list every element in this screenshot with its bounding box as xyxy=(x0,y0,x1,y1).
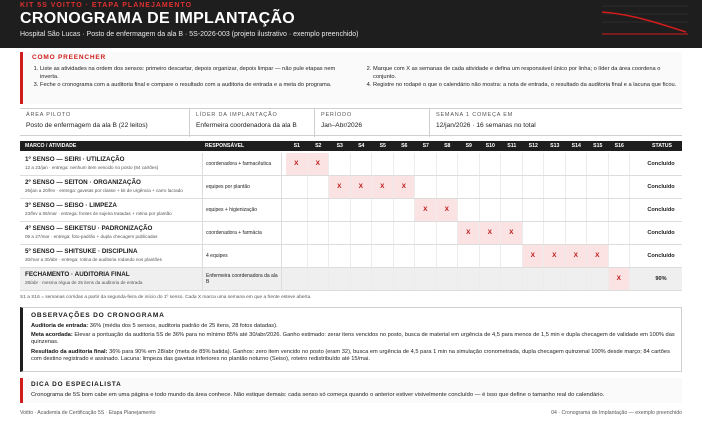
week-cell xyxy=(308,176,330,198)
activity-responsible: coordenadora + farmácia xyxy=(202,222,282,244)
observations-box xyxy=(20,307,682,372)
activity-detail: 09 a 27/mar · entrega: foto-padrão + dupla checagem publicadas xyxy=(25,234,158,239)
obs-final-label: Resultado da auditoria final: xyxy=(31,349,108,355)
week-cell xyxy=(587,176,609,198)
week-cell xyxy=(372,222,394,244)
week-cell xyxy=(480,153,502,175)
how-to-step-4: 4. Registre no rodapé o que o calendário não mostra: a nota de entrada, o resultado da auditoria final e a lacuna que ficou. xyxy=(373,82,679,90)
week-cell xyxy=(501,176,523,198)
activity-title: 5º SENSO — SHITSUKE · DISCIPLINA xyxy=(25,248,138,255)
week-cell xyxy=(523,199,545,221)
project-info-bar xyxy=(20,108,682,136)
week-mark: X xyxy=(415,199,437,221)
week-cell xyxy=(587,222,609,244)
week-cell xyxy=(587,153,609,175)
week-cell xyxy=(394,268,416,290)
how-to-step-3: 3. Feche o cronograma com a auditoria final e compare o resultado com a auditoria de entrada e a meta do programa. xyxy=(40,82,352,90)
week-cell xyxy=(566,176,588,198)
activity-status: 90% xyxy=(655,276,667,282)
week-cell xyxy=(544,222,566,244)
header-week: S2 xyxy=(315,143,322,149)
schedule-header xyxy=(20,141,682,151)
week-cell xyxy=(351,222,373,244)
header-week: S5 xyxy=(379,143,386,149)
week-mark: X xyxy=(437,199,459,221)
week-cell xyxy=(523,222,545,244)
obs-entry-audit xyxy=(31,323,675,330)
week-cell xyxy=(544,176,566,198)
week-cell xyxy=(458,199,480,221)
header-week: S12 xyxy=(528,143,538,149)
week-mark: X xyxy=(544,245,566,267)
header-week: S7 xyxy=(422,143,429,149)
page-header xyxy=(0,0,702,48)
info-area-value: Posto de enfermagem da ala B (22 leitos) xyxy=(26,122,148,129)
week-cell xyxy=(329,153,351,175)
activity-status: Concluído xyxy=(647,184,675,190)
week-cell xyxy=(437,245,459,267)
week-mark: X xyxy=(480,222,502,244)
activity-title: 1º SENSO — SEIRI · UTILIZAÇÃO xyxy=(25,156,125,163)
week-cell xyxy=(544,268,566,290)
activity-detail: 26/jan a 20/fev · entrega: gavetas por classe + kit de urgência + carro lacrado xyxy=(25,188,183,193)
week-mark: X xyxy=(523,245,545,267)
week-cell xyxy=(286,176,308,198)
week-mark: X xyxy=(286,153,308,175)
page-footer xyxy=(20,410,682,416)
week-cell xyxy=(437,153,459,175)
week-cell xyxy=(480,199,502,221)
week-cell xyxy=(587,199,609,221)
activity-title: 4º SENSO — SEIKETSU · PADRONIZAÇÃO xyxy=(25,225,153,232)
week-cell xyxy=(329,245,351,267)
obs-goal-label: Meta acordada: xyxy=(31,332,73,338)
week-mark: X xyxy=(329,176,351,198)
week-cell xyxy=(437,268,459,290)
week-cell xyxy=(458,176,480,198)
week-cell xyxy=(523,153,545,175)
header-week: S11 xyxy=(507,143,517,149)
info-start xyxy=(430,109,682,137)
header-week: S3 xyxy=(336,143,343,149)
week-cell xyxy=(351,245,373,267)
how-to-step-2: 2. Marque com X as semanas de cada atividade e defina um responsável único por linha; o líder da área coordena o conjunto. xyxy=(373,66,679,81)
week-cell xyxy=(415,245,437,267)
header-status: STATUS xyxy=(652,143,672,149)
activity-detail: 23/fev a 06/mar · entrega: fontes de sujeira tratadas + rotina por plantão xyxy=(25,211,172,216)
obs-entry-text: 36% (média dos 5 sensos, auditoria padrão de 25 itens, 28 fotos datadas). xyxy=(88,323,278,329)
week-cell xyxy=(372,153,394,175)
info-start-value: 12/jan/2026 · 16 semanas no total xyxy=(436,122,536,129)
week-cell xyxy=(458,245,480,267)
activity-responsible: coordenadora + farmacêutica xyxy=(202,153,282,175)
activity-detail: 28/abr · mesma régua de 25 itens da auditoria de entrada xyxy=(25,280,143,285)
schedule-row xyxy=(20,245,682,268)
week-cell xyxy=(458,153,480,175)
week-cell xyxy=(523,176,545,198)
week-mark: X xyxy=(501,222,523,244)
page-title: CRONOGRAMA DE IMPLANTAÇÃO xyxy=(20,10,296,27)
week-mark: X xyxy=(351,176,373,198)
week-cell xyxy=(286,268,308,290)
week-cell xyxy=(415,176,437,198)
week-cell xyxy=(394,222,416,244)
header-week: S15 xyxy=(593,143,603,149)
week-cell xyxy=(501,199,523,221)
info-area xyxy=(20,109,190,137)
week-cell xyxy=(308,268,330,290)
week-cell xyxy=(394,153,416,175)
obs-goal xyxy=(31,332,675,347)
activity-responsible: equipes + higienização xyxy=(202,199,282,221)
info-period xyxy=(315,109,430,137)
header-week: S10 xyxy=(485,143,495,149)
week-mark: X xyxy=(587,245,609,267)
schedule-row xyxy=(20,222,682,245)
week-cell xyxy=(308,222,330,244)
week-cell xyxy=(415,268,437,290)
week-cell xyxy=(415,222,437,244)
kicker: KIT 5S VOITTO · ETAPA PLANEJAMENTO xyxy=(20,2,193,9)
week-mark: X xyxy=(609,268,631,290)
week-cell xyxy=(501,153,523,175)
expert-tip-text: Cronograma de 5S bom cabe em uma página e todo mundo da área conhece. Não estique demais: cada senso só começa quando o anterior estiver visivelmente concluído — é isso que define o tamanho real do calendário. xyxy=(31,392,605,398)
week-cell xyxy=(308,199,330,221)
schedule-row xyxy=(20,268,682,291)
activity-status: Concluído xyxy=(647,253,675,259)
footer-left: Voitto · Academia de Certificação 5S · Etapa Planejamento xyxy=(20,410,156,416)
activity-responsible: Enfermeira coordenadora da ala B xyxy=(202,268,282,290)
schedule-row xyxy=(20,153,682,176)
week-mark: X xyxy=(394,176,416,198)
info-leader-value: Enfermeira coordenadora da ala B xyxy=(196,122,297,129)
week-cell xyxy=(609,199,631,221)
week-cell xyxy=(544,153,566,175)
how-to-left xyxy=(32,66,352,90)
header-week: S8 xyxy=(444,143,451,149)
header-week: S4 xyxy=(358,143,365,149)
decorative-curve-icon xyxy=(600,4,690,40)
week-cell xyxy=(286,222,308,244)
how-to-right xyxy=(365,66,679,90)
week-cell xyxy=(480,245,502,267)
week-cell xyxy=(566,153,588,175)
page-subtitle: Hospital São Lucas · Posto de enfermagem da ala B · 5S-2026-003 (projeto ilustrativo · exemplo preenchido) xyxy=(20,31,359,38)
week-cell xyxy=(351,268,373,290)
week-cell xyxy=(609,222,631,244)
week-cell xyxy=(394,245,416,267)
week-cell xyxy=(394,199,416,221)
week-cell xyxy=(544,199,566,221)
week-cell xyxy=(587,268,609,290)
week-cell xyxy=(501,268,523,290)
obs-final-result xyxy=(31,349,675,364)
week-cell xyxy=(566,222,588,244)
info-period-label: PERÍODO xyxy=(321,112,352,118)
week-cell xyxy=(308,245,330,267)
activity-status: Concluído xyxy=(647,161,675,167)
week-cell xyxy=(286,199,308,221)
week-cell xyxy=(437,222,459,244)
week-cell xyxy=(480,176,502,198)
week-cell xyxy=(609,153,631,175)
header-week: S16 xyxy=(614,143,624,149)
activity-responsible: equipes por plantão xyxy=(202,176,282,198)
week-cell xyxy=(437,176,459,198)
expert-tip-box xyxy=(20,378,682,403)
week-cell xyxy=(501,245,523,267)
week-cell xyxy=(566,268,588,290)
info-leader-label: LÍDER DA IMPLANTAÇÃO xyxy=(196,112,278,118)
week-mark: X xyxy=(372,176,394,198)
week-cell xyxy=(609,176,631,198)
activity-title: FECHAMENTO · AUDITORIA FINAL xyxy=(25,271,130,278)
activity-title: 3º SENSO — SEISO · LIMPEZA xyxy=(25,202,117,209)
header-week: S13 xyxy=(550,143,560,149)
obs-entry-label: Auditoria de entrada: xyxy=(31,323,89,329)
activity-responsible: 4 equipes xyxy=(202,245,282,267)
header-week: S14 xyxy=(571,143,581,149)
header-week: S1 xyxy=(293,143,300,149)
info-leader xyxy=(190,109,315,137)
how-to-step-1: 1. Liste as atividades na ordem dos sensos: primeiro descartar, depois organizar, depois limpar — não pule etapas nem inverta. xyxy=(40,66,352,81)
week-cell xyxy=(609,245,631,267)
how-to-title: COMO PREENCHER xyxy=(32,54,107,61)
info-period-value: Jan–Abr/2026 xyxy=(321,122,363,129)
header-week: S6 xyxy=(401,143,408,149)
info-start-label: SEMANA 1 COMEÇA EM xyxy=(436,112,514,118)
week-mark: X xyxy=(566,245,588,267)
week-cell xyxy=(329,222,351,244)
week-cell xyxy=(480,268,502,290)
week-mark: X xyxy=(458,222,480,244)
week-cell xyxy=(372,268,394,290)
expert-tip-title: DICA DO ESPECIALISTA xyxy=(31,381,122,388)
schedule-row xyxy=(20,176,682,199)
week-cell xyxy=(372,245,394,267)
activity-detail: 12 a 23/jan · entrega: nenhum item vencido no posto (84 cartões) xyxy=(25,165,159,170)
activity-status: Concluído xyxy=(647,230,675,236)
week-cell xyxy=(372,199,394,221)
week-cell xyxy=(351,199,373,221)
schedule-row xyxy=(20,199,682,222)
activity-title: 2º SENSO — SEITON · ORGANIZAÇÃO xyxy=(25,179,141,186)
obs-goal-text: Elevar a pontuação da auditoria 5S de 36% para no mínimo 85% até 30/abr/2026. Ganho estimado: zerar itens vencidos no posto, busca de material em urgência de 4,5 para menos de 1,5 min e dupla checagem de validade em 100% das quinzenas. xyxy=(31,332,675,346)
week-cell xyxy=(566,199,588,221)
activity-detail: 30/mar a 30/abr · entrega: rotina de auditoria rodando nos plantões xyxy=(25,257,162,262)
activity-status: Concluído xyxy=(647,207,675,213)
week-cell xyxy=(458,268,480,290)
header-responsible: RESPONSÁVEL xyxy=(205,143,245,149)
week-mark: X xyxy=(308,153,330,175)
schedule-footnote: S1 a S16 = semanas corridas a partir da segunda-feira de início do 1º senso. Cada X marca uma semana em que a frente esteve aberta. xyxy=(20,295,312,300)
observations-title: OBSERVAÇÕES DO CRONOGRAMA xyxy=(31,312,165,319)
obs-final-text: 36% para 90% em 28/abr (meta de 85% batida). Ganhos: zero item vencido no posto (eram 32), busca em urgência de 4,5 para 1 min na simulação cronometrada, dupla checagem quinzenal 100% desde março; 84 cartões com destino registrado e assinado. Lacuna: limpeza das gavetas inferiores no plantão noturno (Seiso), roteiro redistribuído até 15/mai. xyxy=(31,349,670,363)
how-to-fill-box xyxy=(20,52,682,104)
footer-right: 04 · Cronograma de Implantação — exemplo preenchido xyxy=(551,410,682,416)
week-cell xyxy=(329,268,351,290)
week-cell xyxy=(415,153,437,175)
week-cell xyxy=(351,153,373,175)
info-area-label: ÁREA PILOTO xyxy=(26,112,72,118)
header-week: S9 xyxy=(465,143,472,149)
week-cell xyxy=(329,199,351,221)
header-activity: MARCO / ATIVIDADE xyxy=(25,143,77,149)
week-cell xyxy=(286,245,308,267)
week-cell xyxy=(523,268,545,290)
